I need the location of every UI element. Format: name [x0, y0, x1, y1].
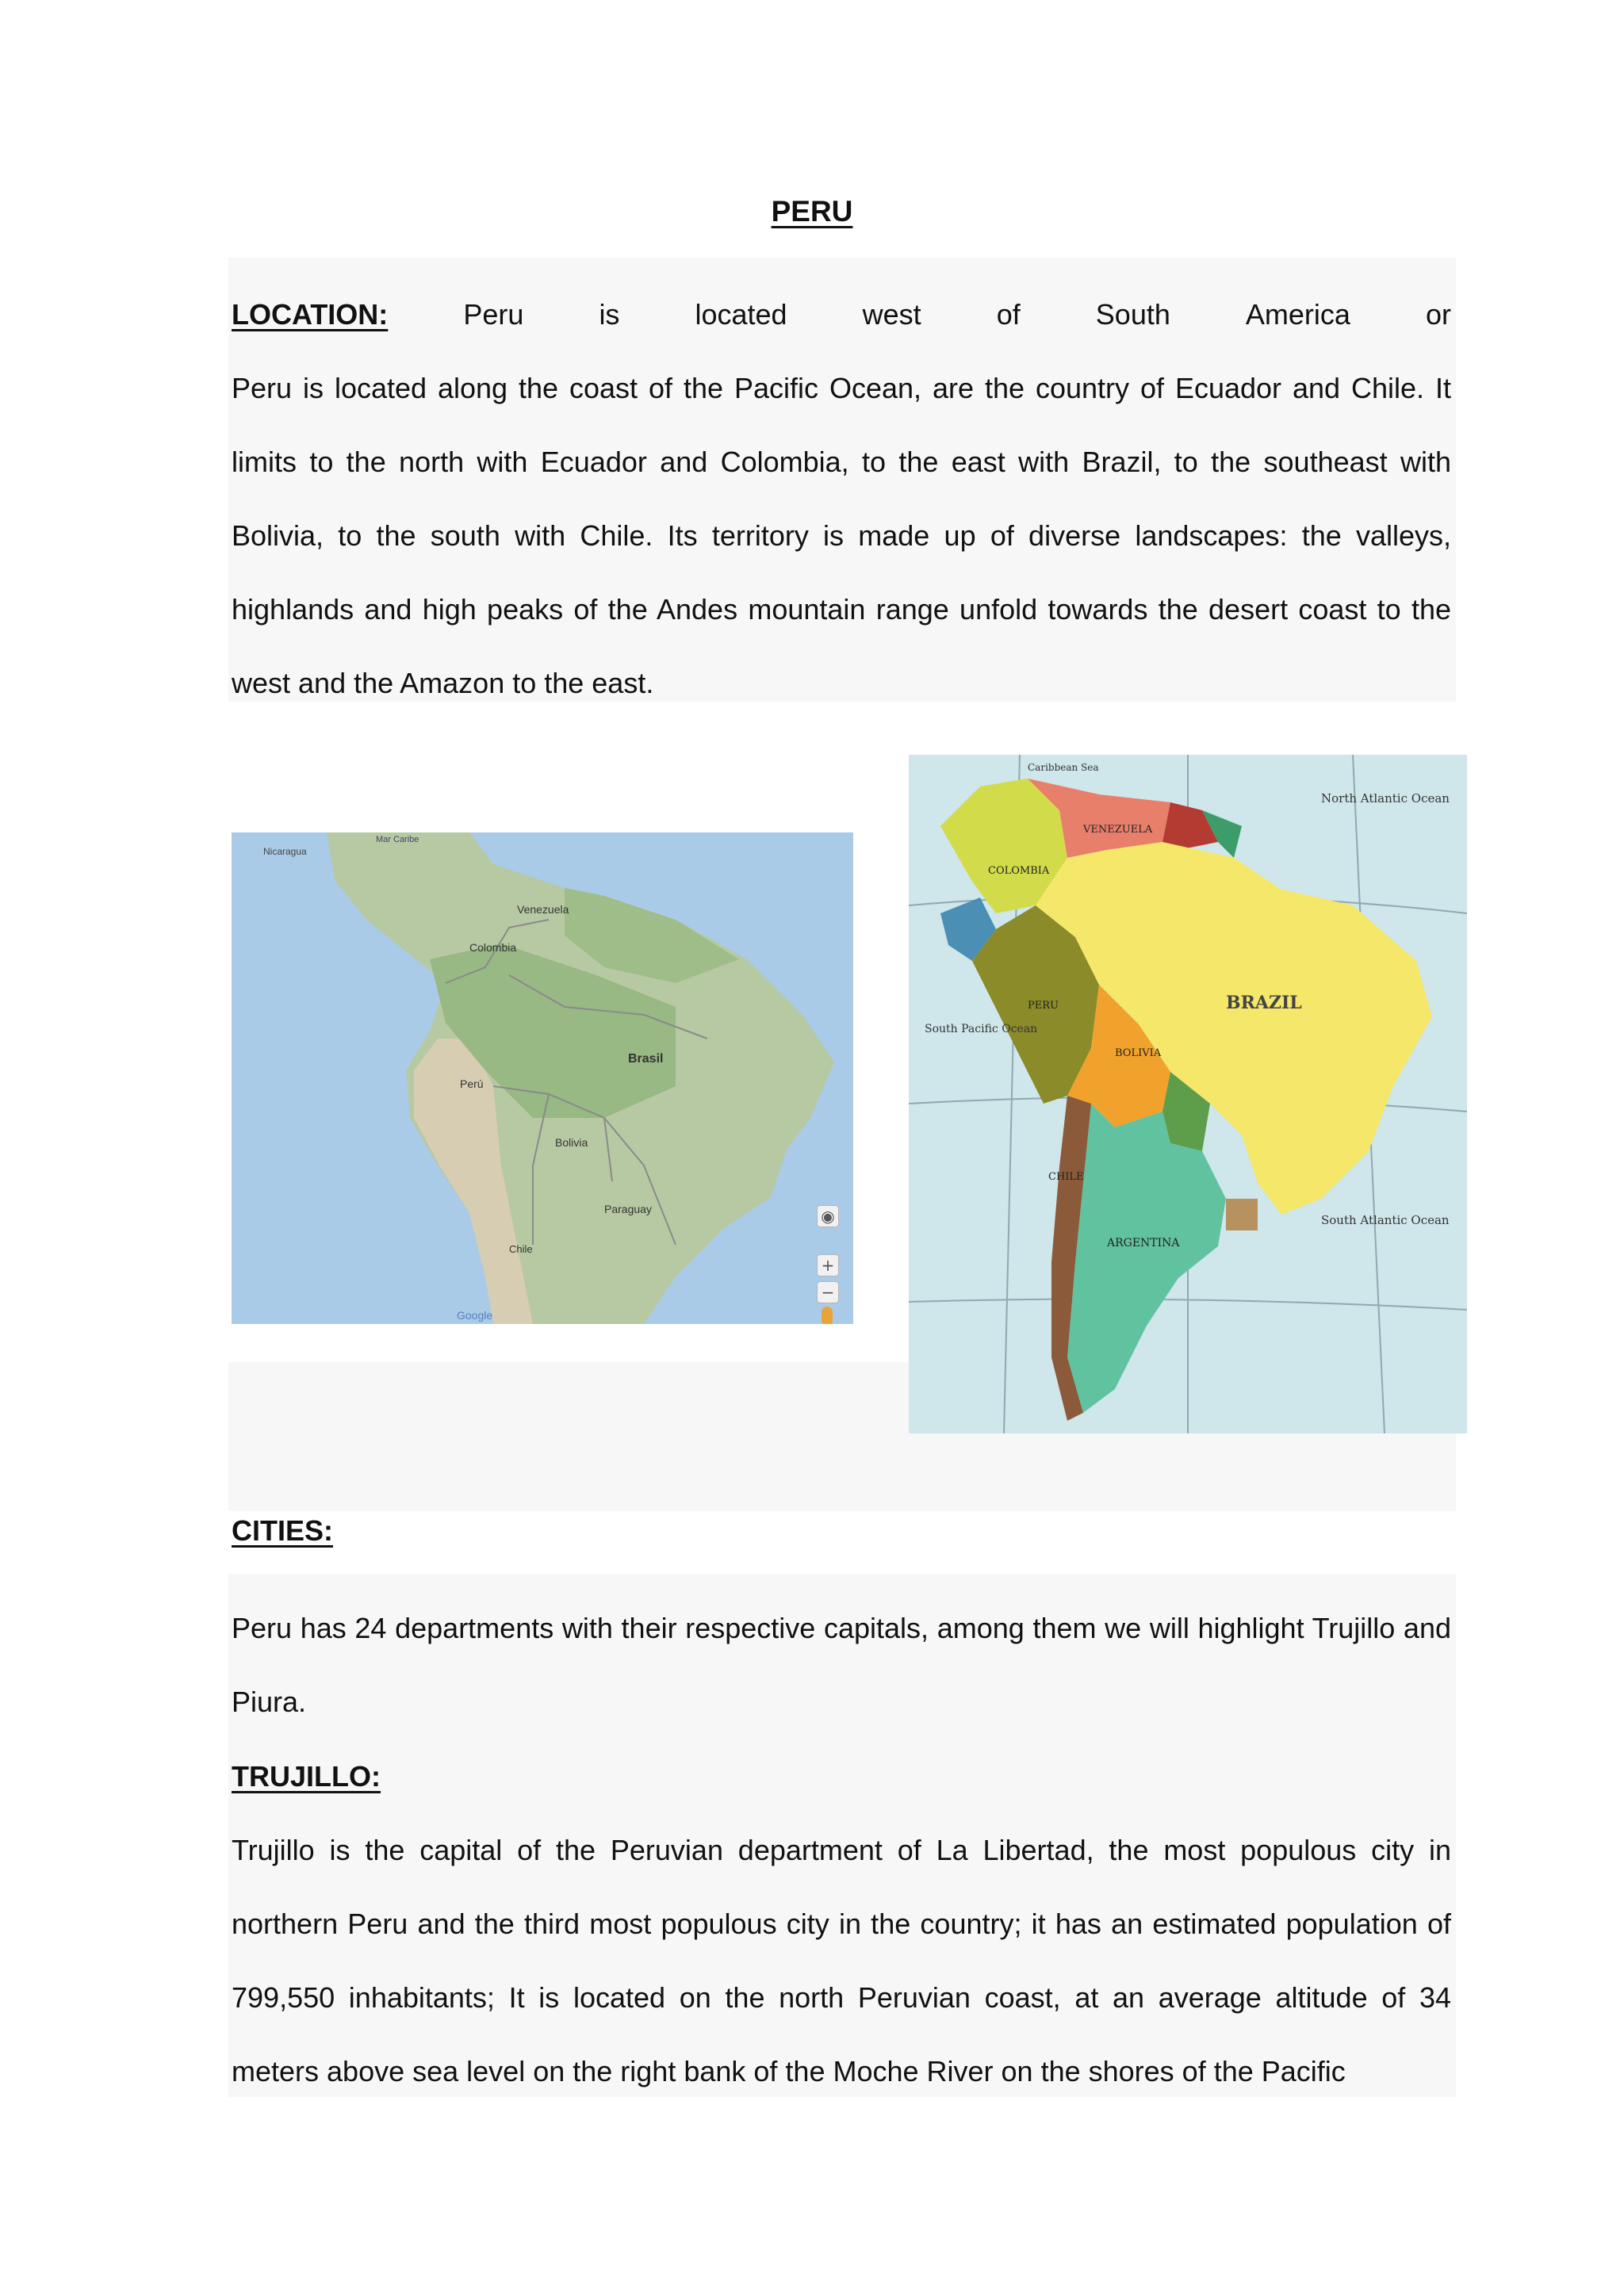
page-title: PERU: [771, 195, 853, 228]
map-label-colombia: Colombia: [469, 941, 517, 954]
map-label-bolivia: Bolivia: [555, 1136, 588, 1149]
pegman-icon[interactable]: [822, 1307, 833, 1324]
map-label-peru: PERU: [1028, 1000, 1059, 1012]
location-heading: LOCATION:: [232, 298, 389, 331]
cities-heading-line: [232, 1494, 1451, 1567]
location-word: or: [1425, 298, 1451, 331]
map-label-south-pacific: South Pacific Ocean: [925, 1023, 1038, 1035]
map-label-brasil: Brasil: [628, 1052, 664, 1066]
map-label-paraguay: Paraguay: [604, 1203, 652, 1215]
trujillo-paragraph: Trujillo is the capital of the Peruvian department of La Libertad, the most populous city in northern Peru and the third most populous city in the country; it has an estimated population of 799,550 inhabitants; It is located on the north Peruvian coast, at an average altitude of 34 meters above sea level on the right bank of the Moche River on the shores of the Pacific: [232, 1834, 1451, 2087]
political-map-image: [909, 755, 1467, 1433]
svg-text:Nicaragua: Nicaragua: [263, 846, 307, 857]
map-label-venezuela: VENEZUELA: [1083, 824, 1153, 836]
location-word: America: [1245, 298, 1350, 331]
map-label-venezuela: Venezuela: [517, 903, 569, 916]
location-first-line: [232, 277, 1451, 351]
map-label-caribbean: Caribbean Sea: [1028, 762, 1099, 773]
trujillo-heading-line: [232, 1739, 1451, 1813]
google-map-graphic: [232, 832, 853, 1324]
location-word: is: [599, 298, 620, 331]
map-label-colombia: COLOMBIA: [988, 865, 1050, 877]
map-label-peru: Perú: [460, 1077, 484, 1090]
political-map-graphic: [909, 755, 1467, 1433]
google-logo: Google: [457, 1309, 493, 1322]
google-map-image: [232, 832, 853, 1324]
map-label-south-atlantic: South Atlantic Ocean: [1321, 1213, 1450, 1227]
map-label-argentina: ARGENTINA: [1107, 1237, 1180, 1249]
map-label-bolivia: BOLIVIA: [1115, 1047, 1162, 1059]
map-label-north-atlantic: North Atlantic Ocean: [1321, 791, 1450, 806]
location-word: Peru: [463, 298, 524, 331]
map-label-brazil: BRAZIL: [1226, 993, 1302, 1013]
trujillo-heading: TRUJILLO:: [232, 1760, 381, 1793]
map-locate-control[interactable]: ◉: [817, 1205, 839, 1227]
location-word: of: [996, 298, 1021, 331]
map-zoom-in-control[interactable]: +: [817, 1254, 839, 1276]
svg-text:Mar Caribe: Mar Caribe: [376, 835, 419, 844]
map-label-chile: Chile: [509, 1243, 533, 1255]
cities-paragraph: Peru has 24 departments with their respective capitals, among them we will highlight Trujillo and Piura.: [232, 1612, 1451, 1718]
location-word: South: [1095, 298, 1170, 331]
location-paragraph: Peru is located along the coast of the Pacific Ocean, are the country of Ecuador and Chile. It limits to the north with Ecuador and Colombia, to the east with Brazil, to the southeast with Bolivia, to the south with Chile. Its territory is made up of diverse landscapes: the valleys, highlands and high peaks of the Andes mountain range unfold towards the desert coast to the west and the Amazon to the east.: [232, 372, 1451, 699]
location-word: west: [862, 298, 921, 331]
map-zoom-out-control[interactable]: −: [817, 1281, 839, 1303]
cities-heading: CITIES:: [232, 1514, 334, 1547]
map-label-chile: CHILE: [1048, 1171, 1084, 1183]
location-word: located: [695, 298, 787, 331]
